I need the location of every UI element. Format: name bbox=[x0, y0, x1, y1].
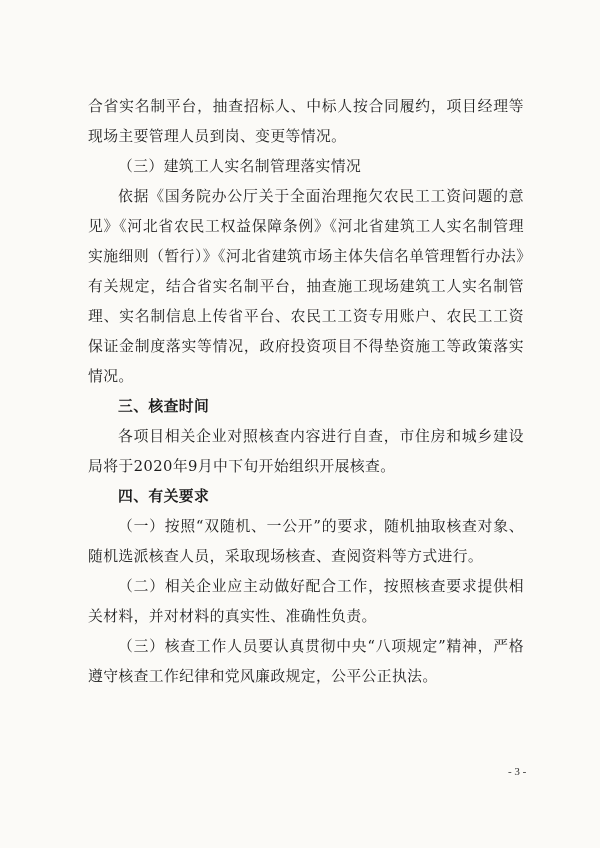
heading-requirements: 四、有关要求 bbox=[118, 488, 210, 505]
heading-inspection-time: 三、核查时间 bbox=[118, 398, 210, 415]
requirement-2: （二）相关企业应主动做好配合工作，按照核查要求提供相关材料，并对材料的真实性、准确性负责。 bbox=[88, 578, 524, 625]
paragraph-legal-basis: 依据《国务院办公厅关于全面治理拖欠农民工工资问题的意见》《河北省农民工权益保障条例》《河北省建筑工人实名制管理实施细则（暂行）》《河北省建筑市场主体失信名单管理暂行办法》有关规定，结合省实名制平台，抽查施工现场建筑工人实名制管理、实名制信息上传省平台、农民工工资专用账户、农民工工资保证金制度落实等情况，政府投资项目不得垫资施工等政策落实情况。 bbox=[88, 188, 524, 385]
requirement-3: （三）核查工作人员要认真贯彻中央“八项规定”精神，严格遵守核查工作纪律和党风廉政规定，公平公正执法。 bbox=[88, 638, 524, 685]
page-number: - 3 - bbox=[508, 766, 527, 778]
requirement-1: （一）按照“双随机、一公开”的要求，随机抽取核查对象、随机选派核查人员，采取现场核查、查阅资料等方式进行。 bbox=[88, 518, 524, 565]
paragraph-contract-check: 合省实名制平台，抽查招标人、中标人按合同履约，项目经理等现场主要管理人员到岗、变更等情况。 bbox=[88, 98, 524, 145]
subheading-worker-real-name: （三）建筑工人实名制管理落实情况 bbox=[118, 158, 362, 175]
paragraph-inspection-time: 各项目相关企业对照核查内容进行自查，市住房和城乡建设局将于2020年9月中下旬开始组织开展核查。 bbox=[88, 428, 524, 475]
